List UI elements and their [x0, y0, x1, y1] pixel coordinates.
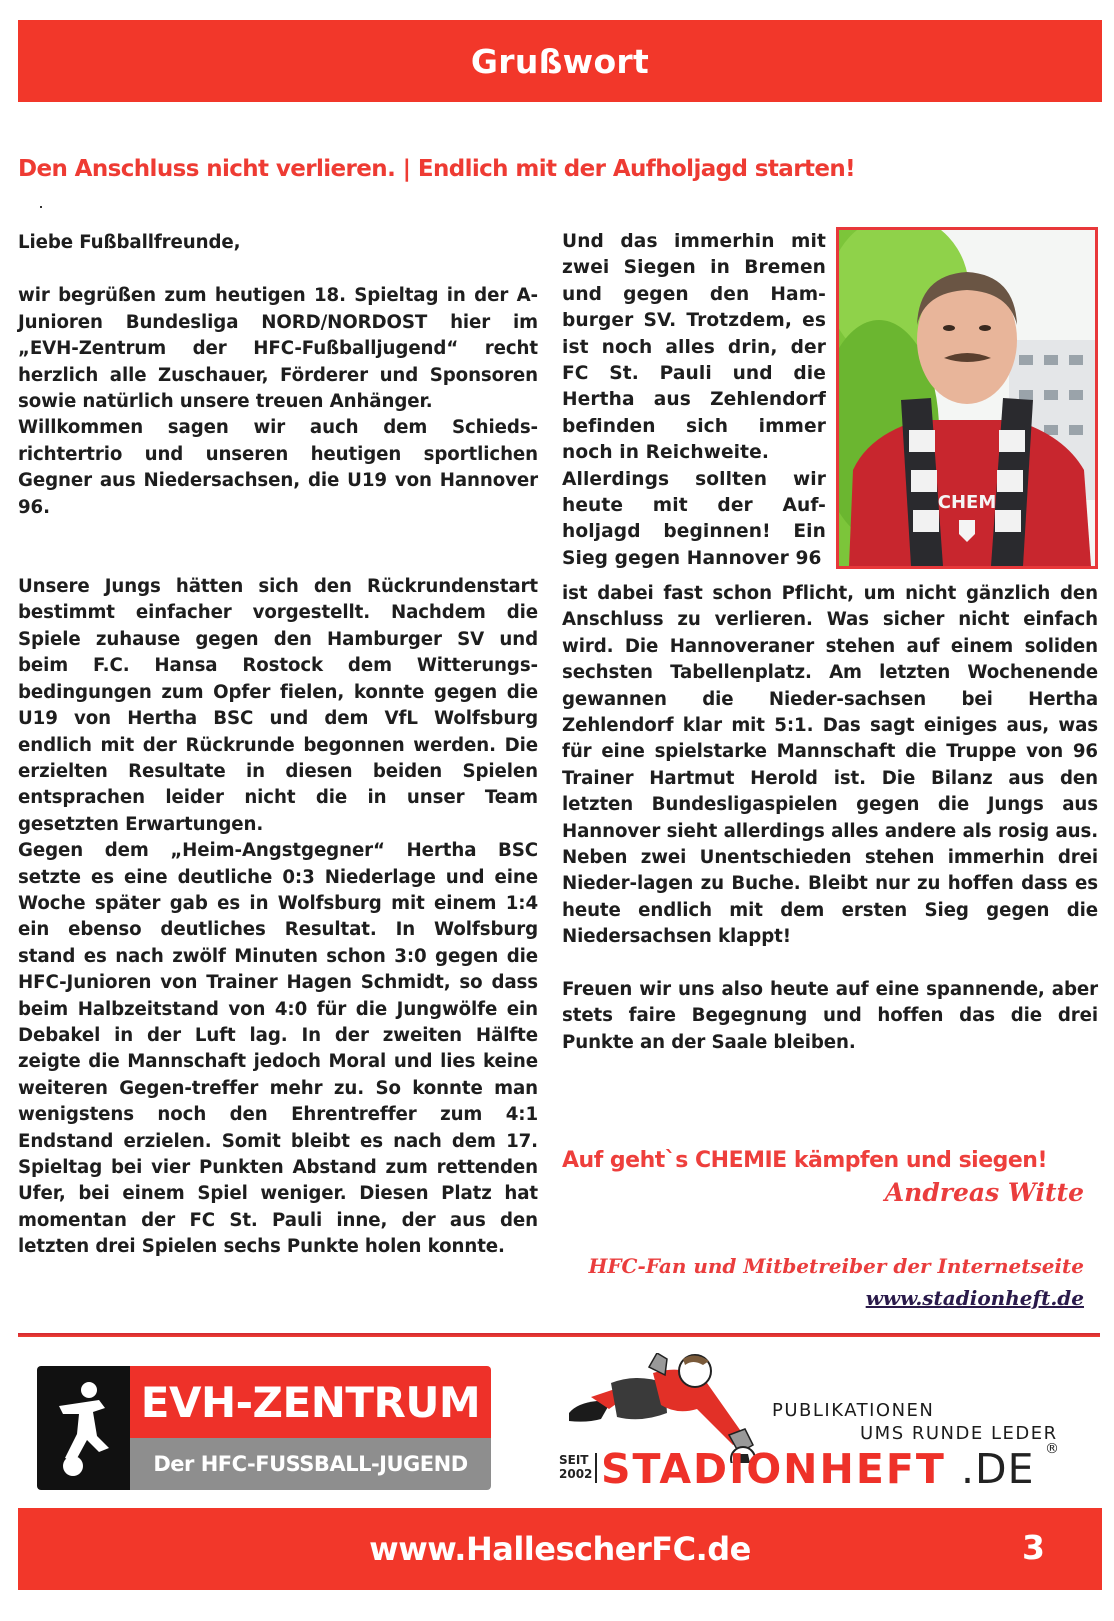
- article-right-column: [562, 581, 1098, 1056]
- greeting: Liebe Fußballfreunde,: [18, 232, 241, 253]
- stadionheft-logo: [557, 1353, 1077, 1493]
- stadionheft-name: STADIONHEFT: [601, 1445, 946, 1493]
- page-title: Grußwort: [470, 41, 650, 81]
- paragraph: wir begrüßen zum heutigen 18. Spieltag in der A-Junioren Bundesliga NORD/NORDOST hier im „EVH-Zentrum der HFC-Fußballjugend“ recht herzlich alle Zuschauer, Förderer und Sponsoren sowie natürlich unsere treuen Anhänger.: [18, 285, 538, 413]
- football-player-icon: [37, 1366, 130, 1490]
- evh-subtitle: Der HFC-FUSSBALL-JUGEND: [153, 1452, 468, 1476]
- paragraph: Willkommen sagen wir auch dem Schieds-richtertrio und unseren heutigen sportlichen Gegner aus Niedersachsen, die U19 von Hannover 96.: [18, 417, 538, 518]
- closing-slogan: Auf geht`s CHEMIE kämpfen und siegen!: [562, 1148, 1047, 1173]
- stadionheft-tagline-1: PUBLIKATIONEN: [772, 1400, 935, 1421]
- evh-title: EVH-ZENTRUM: [140, 1377, 481, 1427]
- paragraph: Gegen dem „Heim-Angstgegner“ Hertha BSC setzte es eine deutliche 0:3 Niederlage und eine Woche später gab es in Wolfsburg mit einem 1:4 ein ebenso deutliches Resultat. In Wolfsburg stand es nach zwölf Minuten schon 3:0 gegen die HFC-Junioren von Trainer Hagen Schmidt, so dass beim Halbzeitstand von 4:0 für die Jungwölfe ein Debakel in der Luft lag. In der zweiten Hälfte zeigte die Mannschaft jedoch Moral und lies keine weiteren Gegen-treffer mehr zu. So konnte man wenigstens noch den Ehrentreffer zum 4:1 Endstand erzielen. Somit bleibt es nach dem 17. Spieltag bei vier Punkten Abstand zum rettenden Ufer, bei einem Spiel weniger. Diesen Platz hat momentan der FC St. Pauli inne, der aus den letzten drei Spielen sechs Punkte holen konnte.: [18, 840, 538, 1258]
- since-divider: [595, 1453, 597, 1483]
- evh-zentrum-logo: [37, 1366, 491, 1490]
- since-label: SEIT: [559, 1453, 589, 1467]
- stadionheft-link[interactable]: www.stadionheft.de: [865, 1286, 1084, 1310]
- registered-mark: ®: [1045, 1441, 1059, 1457]
- divider-line: [18, 1333, 1100, 1337]
- paragraph: Und das immerhin mit zwei Siegen in Bremen und gegen den Ham-burger SV. Trotzdem, es ist noch alles drin, der FC St. Pauli und die Hertha aus Zehlendorf befinden sich immer noch in Reichweite.: [562, 231, 826, 464]
- stadionheft-tagline-2: UMS RUNDE LEDER: [860, 1423, 1058, 1444]
- page-number: 3: [1022, 1528, 1045, 1567]
- stadionheft-tld: .DE: [961, 1445, 1035, 1493]
- author-signature: Andreas Witte: [884, 1178, 1084, 1207]
- author-role: HFC-Fan und Mitbetreiber der Internetseite: [588, 1254, 1084, 1278]
- footer-banner: [18, 1508, 1102, 1590]
- article-left-column: [18, 230, 538, 1261]
- paragraph: ist dabei fast schon Pflicht, um nicht gänzlich den Anschluss zu verlieren. Was sicher nicht einfach wird. Die Hannoveraner stehen auf einem soliden sechsten Tabellenplatz. Am letzten Wochenende gewannen die Nieder-sachsen bei Hertha Zehlendorf klar mit 5:1. Das sagt einiges aus, was für eine spielstarke Mannschaft die Truppe von 96 Trainer Hartmut Herold ist. Die Bilanz aus den letzten Bundesligaspielen gegen die Jungs aus Hannover sieht allerdings alles andere als rosig aus. Neben zwei Unentschieden stehen immerhin drei Nieder-lagen zu Buche. Bleibt nur zu hoffen dass es heute endlich mit dem ersten Sieg gegen die Niedersachsen klappt!: [562, 583, 1098, 948]
- paragraph: Allerdings sollten wir heute mit der Auf-holjagd beginnen! Ein Sieg gegen Hannover 96: [562, 468, 826, 569]
- print-speck: [40, 206, 42, 208]
- author-portrait-illustration: [839, 230, 1095, 566]
- paragraph: Freuen wir uns also heute auf eine spannende, aber stets faire Begegnung und hoffen das die drei Punkte an der Saale bleiben.: [562, 978, 1098, 1053]
- shirt-text: CHEM: [937, 492, 997, 513]
- title-banner: [18, 20, 1102, 102]
- club-website-link[interactable]: www.HallescherFC.de: [369, 1530, 751, 1568]
- stadionheft-since: [559, 1453, 592, 1481]
- article-subtitle: Den Anschluss nicht verlieren. | Endlich mit der Aufholjagd starten!: [18, 156, 856, 182]
- author-photo: [836, 227, 1098, 569]
- article-right-column-top: [562, 229, 826, 572]
- since-year: 2002: [559, 1467, 593, 1481]
- paragraph: Unsere Jungs hätten sich den Rückrundenstart bestimmt einfacher vorgestellt. Nachdem die Spiele zuhause gegen den Hamburger SV und beim F.C. Hansa Rostock dem Witterungs-bedingungen zum Opfer fielen, konnte gegen die U19 von Hertha BSC und dem VfL Wolfsburg endlich mit der Rückrunde begonnen werden. Die erzielten Resultate in diesen beiden Spielen entsprachen leider nicht die in unser Team gesetzten Erwartungen.: [18, 576, 538, 835]
